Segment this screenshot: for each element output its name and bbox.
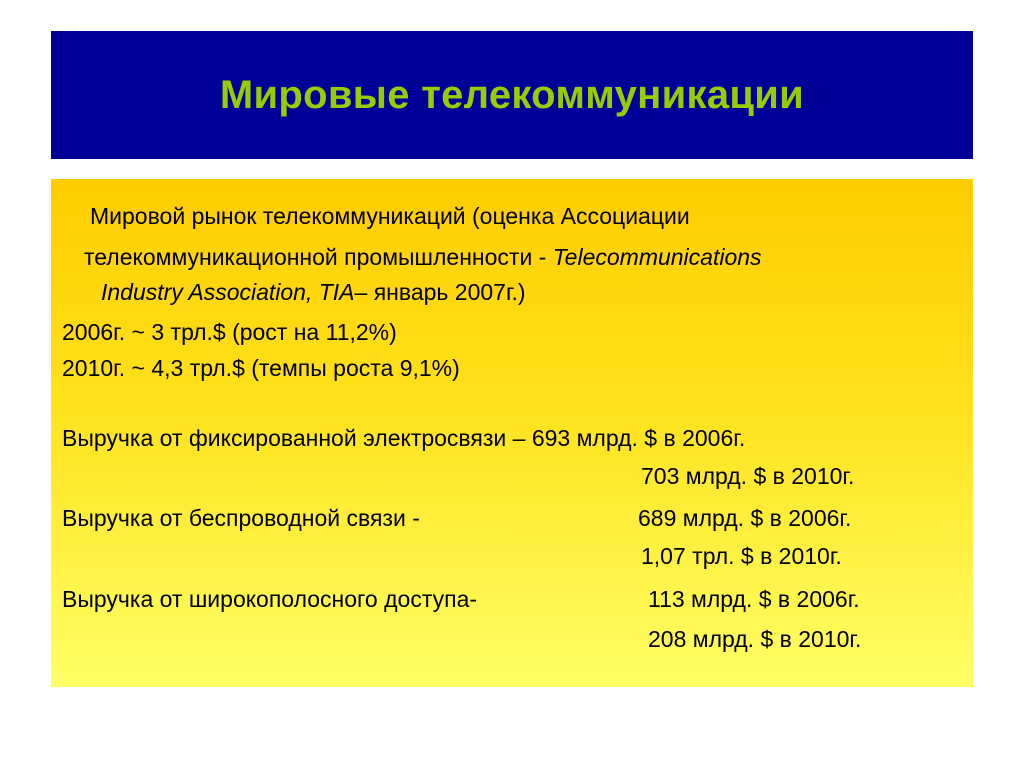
market-2006: 2006г. ~ 3 трл.$ (рост на 11,2%) [62,319,397,345]
intro-line-2-text: телекоммуникационной промышленности - [84,244,553,270]
intro-line-2 [84,243,762,271]
revenue-fixed-label: Выручка от фиксированной электросвязи – 693 млрд. $ в 2006г. [62,425,746,451]
revenue-broadband-label: Выручка от широкополосного доступа- [62,586,478,612]
title-bar [51,31,973,159]
intro-line-3 [101,278,526,306]
intro-line-3-text: – январь 2007г.) [354,279,526,305]
intro-line-2-italic: Telecommunications [552,244,762,270]
revenue-wireless-label: Выручка от беспроводной связи - [62,505,420,531]
revenue-wireless-2010: 1,07 трл. $ в 2010г. [641,543,842,569]
revenue-broadband-2006: 113 млрд. $ в 2006г. [648,586,860,612]
intro-line-1: Мировой рынок телекоммуникаций (оценка Ассоциации [90,203,690,229]
revenue-broadband-2010: 208 млрд. $ в 2010г. [648,626,862,652]
revenue-fixed-2010: 703 млрд. $ в 2010г. [641,463,855,489]
intro-line-3-italic: Industry Association, TIA [101,279,355,305]
market-2010: 2010г. ~ 4,3 трл.$ (темпы роста 9,1%) [62,355,460,381]
slide-title: Мировые телекоммуникации [219,72,805,117]
revenue-wireless-2006: 689 млрд. $ в 2006г. [638,505,852,531]
